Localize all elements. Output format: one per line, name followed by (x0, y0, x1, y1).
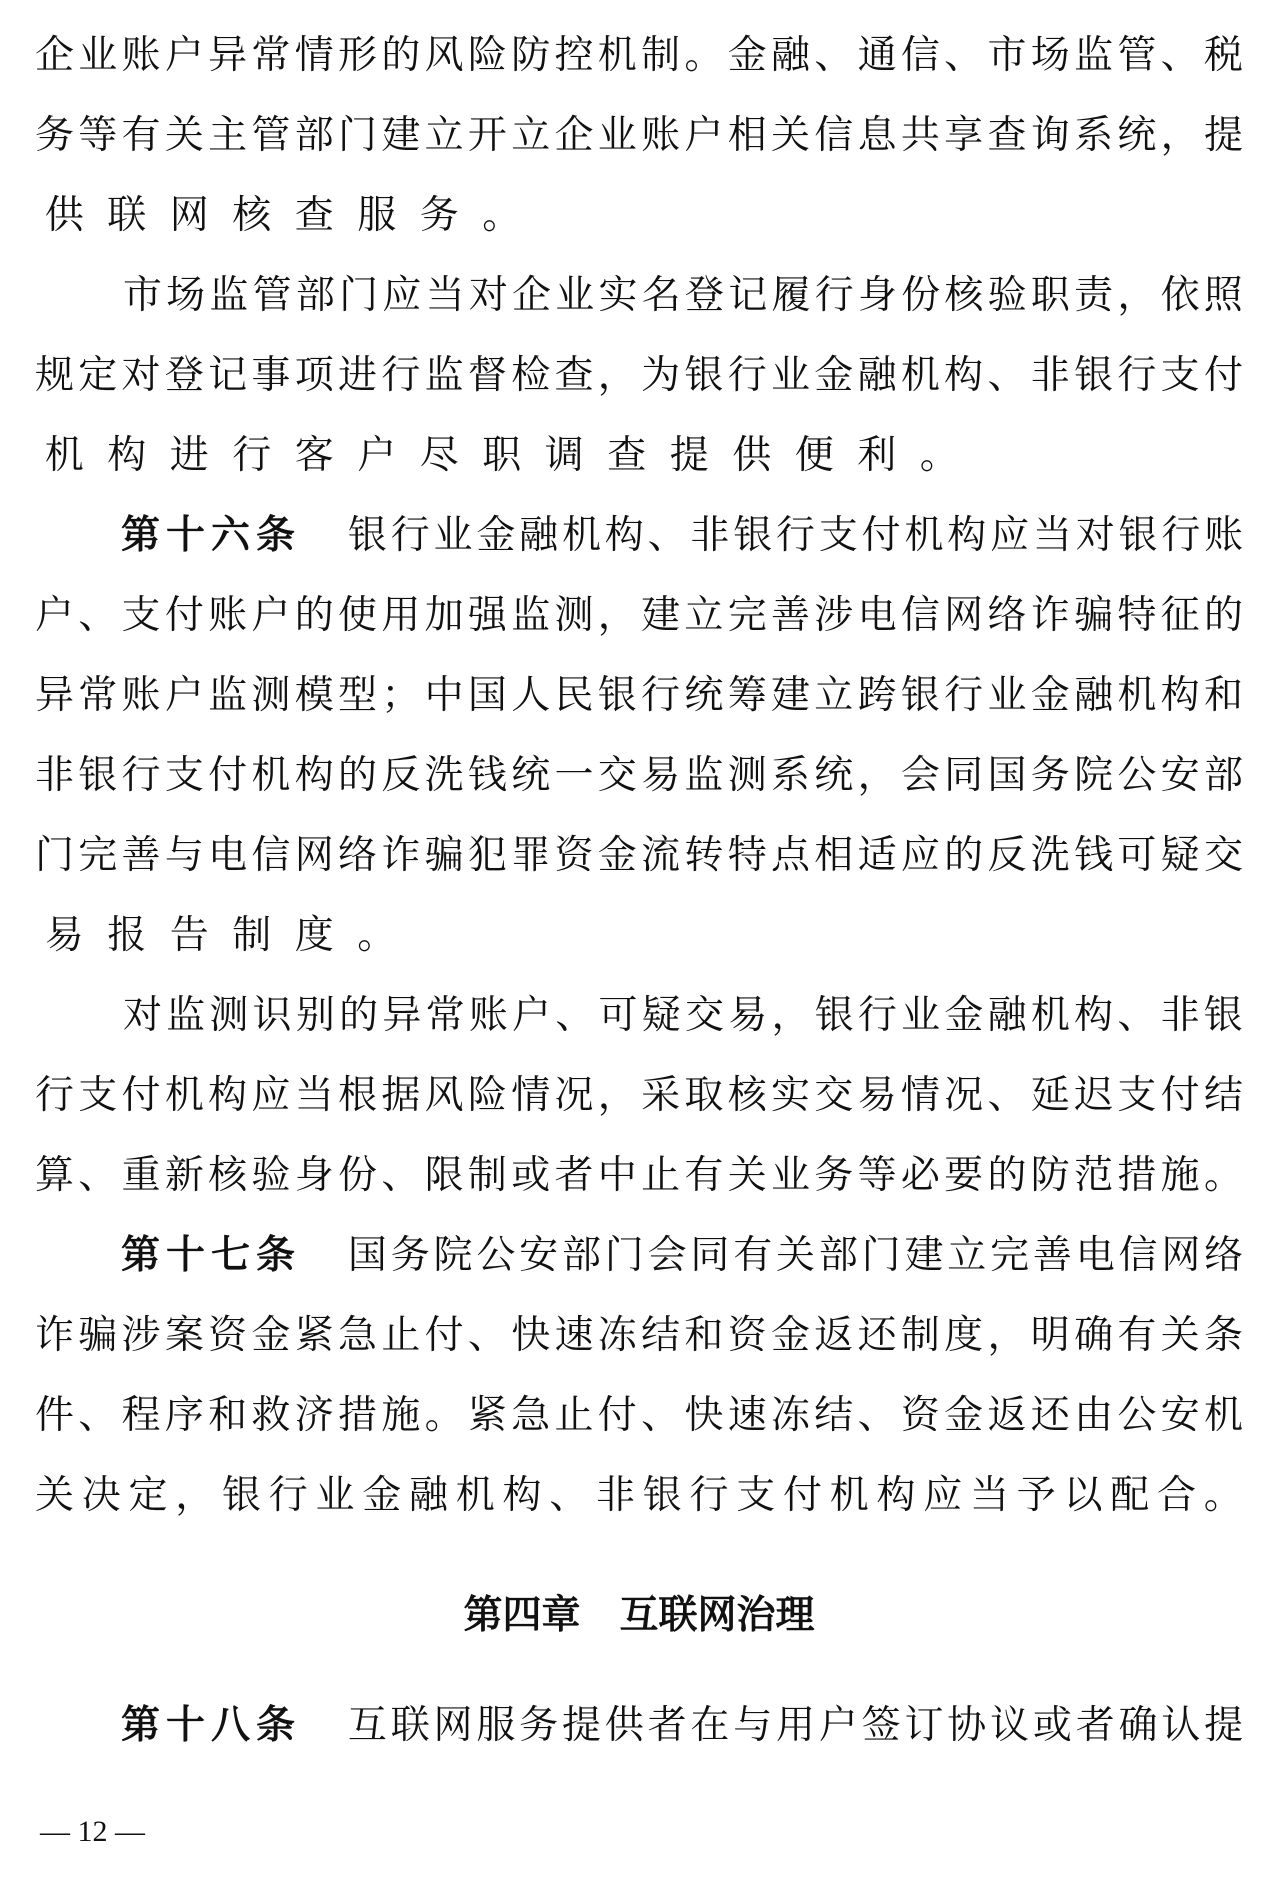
paragraph (33, 16, 1245, 256)
document-page (33, 16, 1245, 1766)
text-line: 对 监 测 识 别 的 异 常 账 户 、 可 疑 交 易 ， 银 行 业 金 融 机 构 、 非 银 (122, 993, 1243, 1038)
text-line: 第十六条 银 行 业 金 融 机 构 、 非 银 行 支 付 机 构 应 当 对 银 行 账 (33, 496, 1245, 576)
article-heading: 第十七条 (121, 1233, 302, 1278)
text-line: 务 等 有 关 主 管 部 门 建 立 开 立 企 业 账 户 相 关 信 息 共 享 查 询 系 统 ， 提 (34, 113, 1243, 158)
text-line: 异 常 账 户 监 测 模 型 ； 中 国 人 民 银 行 统 筹 建 立 跨 银 行 业 金 融 机 构 和 (34, 673, 1243, 718)
text-line: 件 、 程 序 和 救 济 措 施 。 紧 急 止 付 、 快 速 冻 结 、 资 金 返 还 由 公 安 机 (34, 1393, 1243, 1438)
text-line: 第十八条 互 联 网 服 务 提 供 者 在 与 用 户 签 订 协 议 或 者 确 认 提 (33, 1686, 1245, 1766)
article-paragraph (33, 1686, 1245, 1766)
article-heading: 第十六条 (121, 513, 302, 558)
article-paragraph (33, 496, 1245, 976)
paragraph (33, 976, 1245, 1216)
text-line: 算 、 重 新 核 验 身 份 、 限 制 或 者 中 止 有 关 业 务 等 必 要 的 防 范 措 施 。 (34, 1153, 1243, 1198)
text-line: 行 支 付 机 构 应 当 根 据 风 险 情 况 ， 采 取 核 实 交 易 情 况 、 延 迟 支 付 结 (34, 1073, 1243, 1118)
article-paragraph (33, 1216, 1245, 1536)
text-line: 易 报 告 制 度 。 (44, 913, 397, 958)
text-line: 非 银 行 支 付 机 构 的 反 洗 钱 统 一 交 易 监 测 系 统 ， 会 同 国 务 院 公 安 部 (34, 753, 1243, 798)
article-heading: 第十八条 (121, 1703, 302, 1748)
text-line: 市 场 监 管 部 门 应 当 对 企 业 实 名 登 记 履 行 身 份 核 验 职 责 ， 依 照 (122, 273, 1243, 318)
text-line: 关 决 定 ， 银 行 业 金 融 机 构 、 非 银 行 支 付 机 构 应 当 予 以 配 合 。 (34, 1473, 1243, 1518)
text-line: 规 定 对 登 记 事 项 进 行 监 督 检 查 ， 为 银 行 业 金 融 机 构 、 非 银 行 支 付 (34, 353, 1243, 398)
text-line: 第十七条 国 务 院 公 安 部 门 会 同 有 关 部 门 建 立 完 善 电 信 网 络 (33, 1216, 1245, 1296)
page-number: — 12 — (40, 1815, 145, 1848)
text-line: 企 业 账 户 异 常 情 形 的 风 险 防 控 机 制 。 金 融 、 通 信 、 市 场 监 管 、 税 (34, 33, 1243, 78)
text-line: 供 联 网 核 查 服 务 。 (44, 193, 522, 238)
chapter-title: 第四章 互联网治理 (463, 1593, 815, 1638)
paragraph (33, 256, 1245, 496)
text-line: 诈 骗 涉 案 资 金 紧 急 止 付 、 快 速 冻 结 和 资 金 返 还 制 度 ， 明 确 有 关 条 (34, 1313, 1243, 1358)
text-line: 门 完 善 与 电 信 网 络 诈 骗 犯 罪 资 金 流 转 特 点 相 适 应 的 反 洗 钱 可 疑 交 (34, 833, 1243, 878)
text-line: 机 构 进 行 客 户 尽 职 调 查 提 供 便 利 。 (44, 433, 959, 478)
text-line: 户 、 支 付 账 户 的 使 用 加 强 监 测 ， 建 立 完 善 涉 电 信 网 络 诈 骗 特 征 的 (34, 593, 1243, 638)
